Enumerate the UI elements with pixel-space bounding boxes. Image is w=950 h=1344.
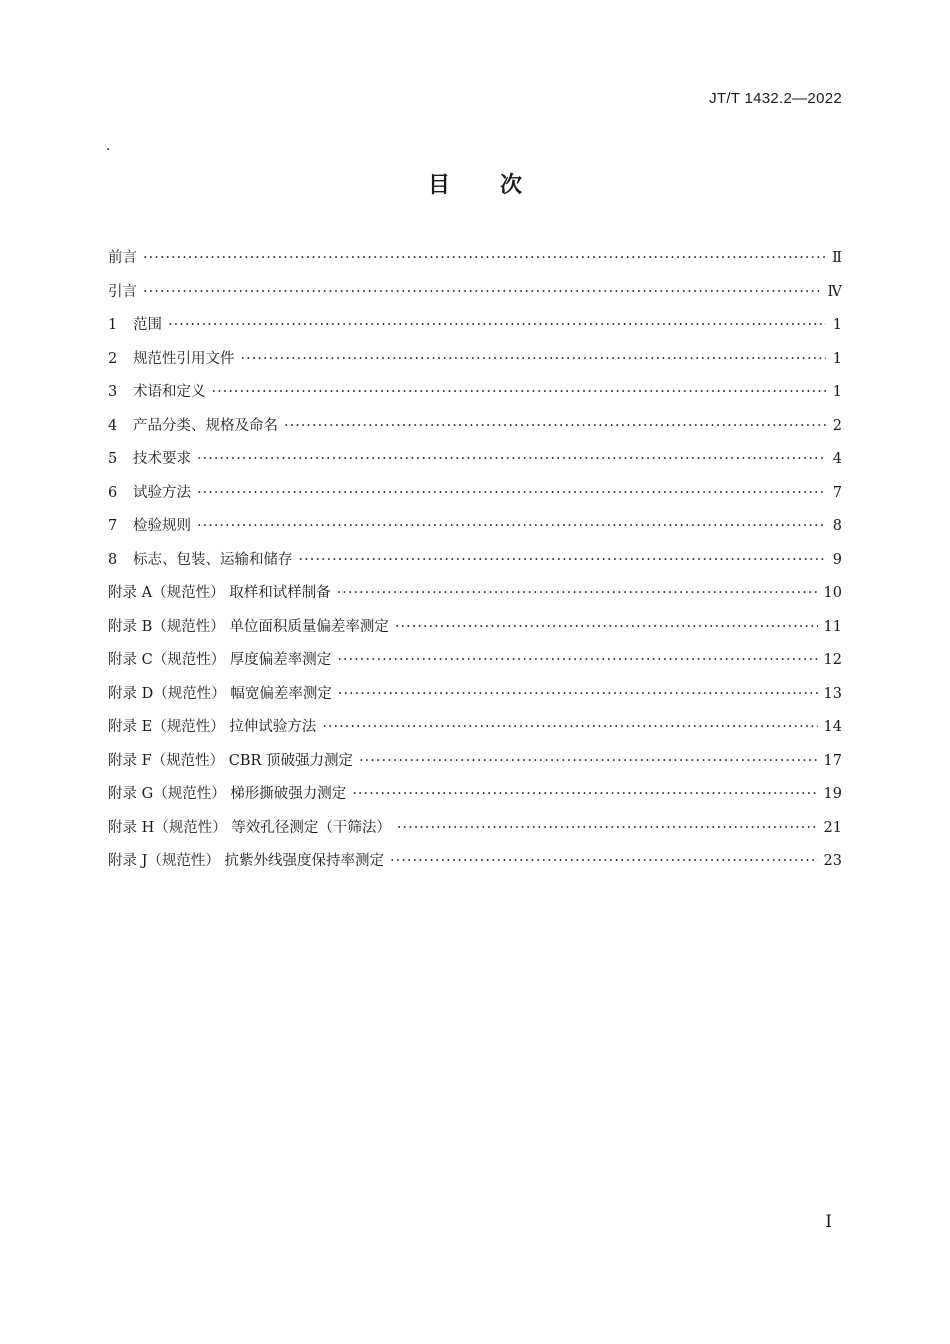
dot-leader bbox=[390, 853, 818, 869]
stray-mark: . bbox=[106, 138, 111, 154]
toc-entry-5[interactable] bbox=[108, 447, 842, 481]
toc-label: 标志、包装、运输和储存 bbox=[133, 551, 293, 568]
toc-label: 试验方法 bbox=[133, 484, 191, 501]
toc-page: 23 bbox=[823, 853, 842, 869]
title-char-2: 次 bbox=[500, 173, 523, 198]
toc-label: 附录 E（规范性） 拉伸试验方法 bbox=[108, 719, 317, 735]
toc-label: 附录 H（规范性） 等效孔径测定（干筛法） bbox=[108, 819, 391, 836]
toc-title bbox=[0, 168, 950, 199]
toc-number: 2 bbox=[108, 350, 118, 367]
toc-page: 21 bbox=[823, 819, 842, 836]
toc-label: 前言 bbox=[108, 250, 137, 266]
dot-leader bbox=[197, 518, 826, 534]
toc-label: 引言 bbox=[108, 283, 137, 300]
toc-entry-3[interactable] bbox=[108, 380, 842, 414]
toc-number: 8 bbox=[108, 551, 118, 568]
dot-leader bbox=[397, 820, 818, 836]
toc-number: 1 bbox=[108, 317, 118, 333]
toc-label: 附录 G（规范性） 梯形撕破强力测定 bbox=[108, 786, 347, 802]
toc-entry-annex-e[interactable] bbox=[108, 715, 842, 749]
toc-entry-4[interactable] bbox=[108, 414, 842, 448]
toc-entry-annex-f[interactable] bbox=[108, 749, 842, 783]
document-code: JT/T 1432.2—2022 bbox=[709, 90, 842, 107]
title-char-1: 目 bbox=[427, 173, 450, 198]
toc-page: 8 bbox=[832, 518, 842, 534]
toc-label: 产品分类、规格及命名 bbox=[133, 417, 278, 434]
toc-page: 13 bbox=[823, 685, 842, 702]
toc-label: 检验规则 bbox=[133, 518, 191, 534]
toc-page: 14 bbox=[823, 719, 842, 735]
dot-leader bbox=[299, 552, 827, 568]
toc-entry-7[interactable] bbox=[108, 514, 842, 548]
toc-entry-1[interactable] bbox=[108, 313, 842, 347]
toc-label: 规范性引用文件 bbox=[133, 350, 235, 367]
toc-label: 技术要求 bbox=[133, 451, 191, 467]
dot-leader bbox=[352, 786, 817, 802]
toc-page: 11 bbox=[823, 618, 842, 635]
dot-leader bbox=[359, 753, 817, 769]
toc-label: 附录 F（规范性） CBR 顶破强力测定 bbox=[108, 752, 354, 769]
toc-number: 6 bbox=[108, 484, 118, 501]
dot-leader bbox=[197, 485, 826, 501]
toc-page: 1 bbox=[832, 384, 842, 400]
dot-leader bbox=[197, 451, 826, 467]
toc-page: 17 bbox=[823, 752, 842, 769]
toc-label: 附录 B（规范性） 单位面积质量偏差率测定 bbox=[108, 618, 389, 635]
toc-label: 附录 D（规范性） 幅宽偏差率测定 bbox=[108, 685, 332, 702]
toc-entry-annex-g[interactable] bbox=[108, 782, 842, 816]
toc-number: 3 bbox=[108, 384, 118, 400]
toc-entry-8[interactable] bbox=[108, 548, 842, 582]
toc-page: 19 bbox=[823, 786, 842, 802]
toc-page: Ⅳ bbox=[827, 283, 842, 300]
toc-entry-6[interactable] bbox=[108, 481, 842, 515]
dot-leader bbox=[322, 719, 817, 735]
dot-leader bbox=[212, 384, 827, 400]
toc-entry-annex-h[interactable] bbox=[108, 816, 842, 850]
toc-entry-annex-j[interactable] bbox=[108, 849, 842, 883]
toc-entry-2[interactable] bbox=[108, 347, 842, 381]
toc-page: Ⅱ bbox=[832, 250, 842, 266]
toc-number: 7 bbox=[108, 518, 118, 534]
toc-entry-introduction[interactable] bbox=[108, 280, 842, 314]
toc-entry-annex-a[interactable] bbox=[108, 581, 842, 615]
toc-entry-annex-c[interactable] bbox=[108, 648, 842, 682]
dot-leader bbox=[337, 585, 818, 601]
dot-leader bbox=[337, 652, 817, 668]
toc-number: 5 bbox=[108, 451, 118, 467]
dot-leader bbox=[395, 619, 818, 635]
page-folio: I bbox=[825, 1212, 832, 1232]
dot-leader bbox=[284, 418, 826, 434]
table-of-contents bbox=[108, 246, 842, 883]
toc-page: 7 bbox=[832, 484, 842, 501]
toc-page: 1 bbox=[832, 350, 842, 367]
dot-leader bbox=[143, 250, 826, 266]
toc-label: 附录 A（规范性） 取样和试样制备 bbox=[108, 585, 331, 601]
dot-leader bbox=[143, 284, 822, 300]
toc-page: 4 bbox=[832, 451, 842, 467]
toc-page: 10 bbox=[823, 585, 842, 601]
dot-leader bbox=[338, 686, 818, 702]
toc-label: 术语和定义 bbox=[133, 384, 206, 400]
toc-page: 9 bbox=[832, 551, 842, 568]
toc-number: 4 bbox=[108, 417, 118, 434]
dot-leader bbox=[168, 317, 826, 333]
toc-page: 12 bbox=[823, 652, 842, 668]
toc-label: 附录 C（规范性） 厚度偏差率测定 bbox=[108, 652, 332, 668]
toc-entry-annex-b[interactable] bbox=[108, 615, 842, 649]
toc-page: 1 bbox=[832, 317, 842, 333]
toc-entry-annex-d[interactable] bbox=[108, 682, 842, 716]
toc-label: 附录 J（规范性） 抗紫外线强度保持率测定 bbox=[108, 853, 385, 869]
toc-entry-foreword[interactable] bbox=[108, 246, 842, 280]
toc-label: 范围 bbox=[133, 317, 162, 333]
toc-page: 2 bbox=[832, 417, 842, 434]
dot-leader bbox=[241, 351, 827, 367]
